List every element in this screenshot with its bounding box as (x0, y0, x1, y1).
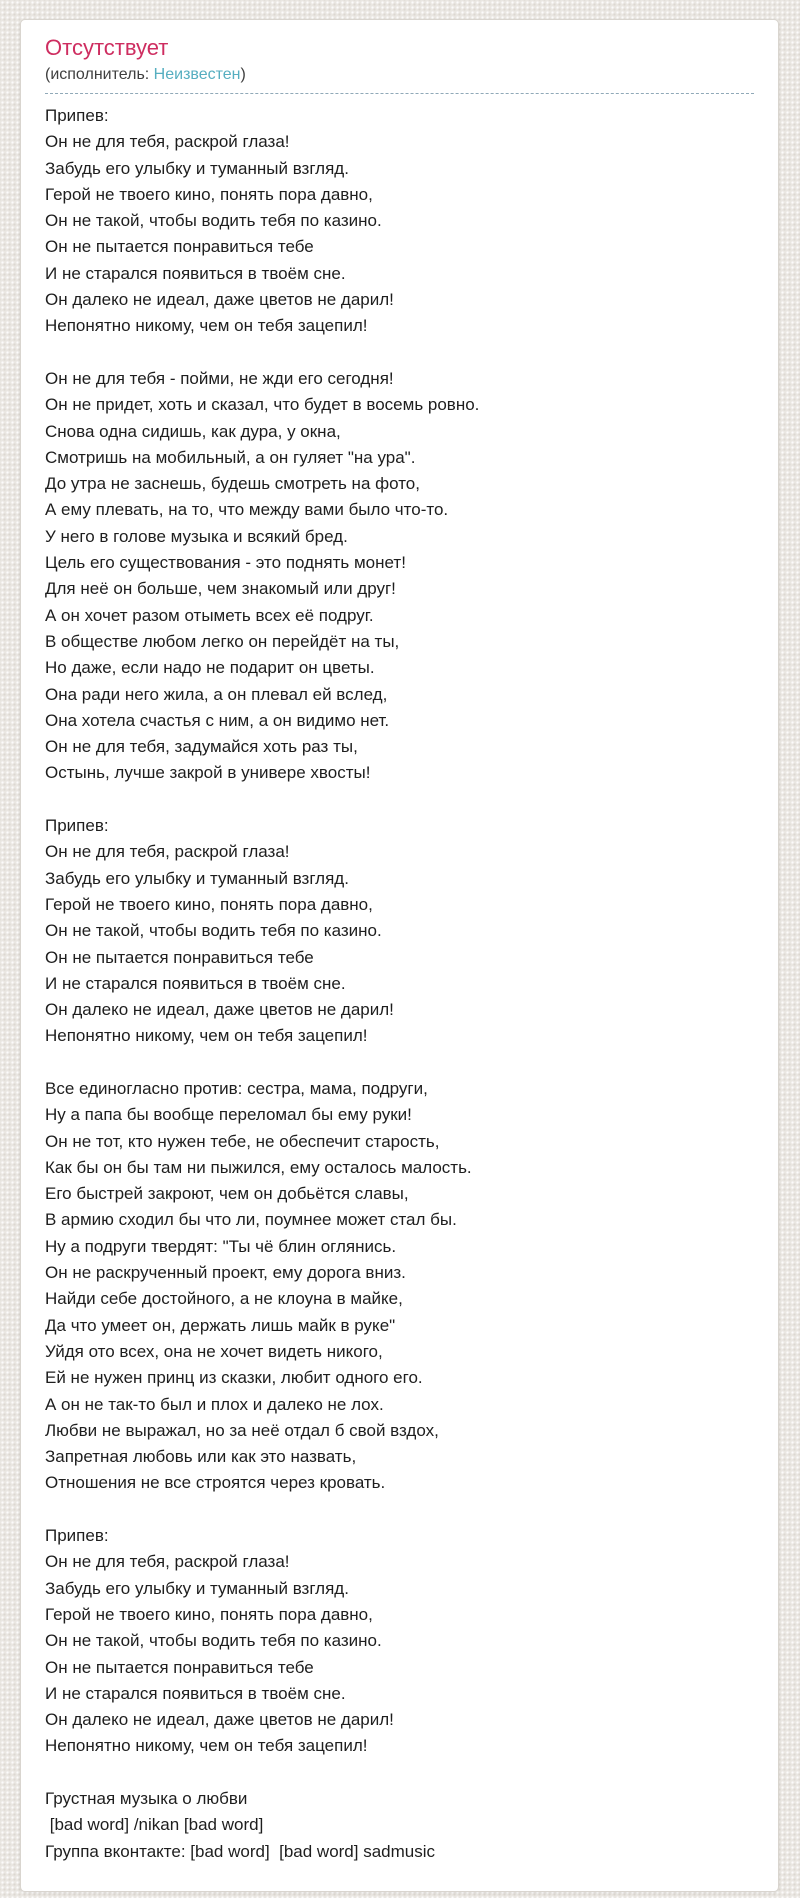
lyric-line: В армию сходил бы что ли, поумнее может стал бы. (45, 1210, 457, 1230)
lyric-line: Да что умеет он, держать лишь майк в руке" (45, 1315, 396, 1335)
lyric-line: Любви не выражал, но за неё отдал б свой вздох, (45, 1420, 439, 1440)
lyric-line: И не старался появиться в твоём сне. (45, 1683, 346, 1703)
lyrics-card (20, 19, 779, 1892)
lyric-line: И не старался появиться в твоём сне. (45, 263, 346, 283)
lyric-line: Он не для тебя, задумайся хоть раз ты, (45, 737, 358, 757)
lyric-line: Он не для тебя, раскрой глаза! (45, 132, 290, 152)
lyric-line: Он не такой, чтобы водить тебя по казино. (45, 921, 382, 941)
lyric-line: Он не пытается понравиться тебе (45, 237, 314, 257)
lyric-line: До утра не заснешь, будешь смотреть на фото, (45, 474, 420, 494)
lyrics-text (45, 103, 754, 1865)
lyric-line: Как бы он бы там ни пыжился, ему осталось малость. (45, 1157, 472, 1177)
page-title: Отсутствует (45, 35, 169, 60)
lyric-line: Забудь его улыбку и туманный взгляд. (45, 1578, 349, 1598)
artist-line (45, 62, 754, 94)
lyric-line: А ему плевать, на то, что между вами было что-то. (45, 500, 449, 520)
lyric-line (45, 1497, 754, 1523)
lyric-line: Припев: (45, 816, 109, 836)
lyric-line: Забудь его улыбку и туманный взгляд. (45, 158, 349, 178)
lyric-line: Припев: (45, 1526, 109, 1546)
lyric-line: Но даже, если надо не подарит он цветы. (45, 658, 375, 678)
lyric-line: Припев: (45, 106, 109, 125)
lyric-line: Его быстрей закроют, чем он добьётся славы, (45, 1184, 409, 1204)
lyric-line: Он далеко не идеал, даже цветов не дарил! (45, 1000, 394, 1020)
lyric-line: Непонятно никому, чем он тебя зацепил! (45, 1736, 368, 1756)
lyric-line: Он не пытается понравиться тебе (45, 1657, 314, 1677)
lyric-line: Герой не твоего кино, понять пора давно, (45, 894, 373, 914)
lyric-line (45, 1760, 754, 1786)
lyric-line: Снова одна сидишь, как дура, у окна, (45, 421, 341, 441)
lyric-line: А он хочет разом отыметь всех её подруг. (45, 605, 374, 625)
lyric-line: Он не для тебя, раскрой глаза! (45, 1552, 290, 1572)
lyric-line: Цель его существования - это поднять монет! (45, 553, 406, 573)
lyric-line: Он не тот, кто нужен тебе, не обеспечит старость, (45, 1131, 440, 1151)
lyric-line: Он не такой, чтобы водить тебя по казино. (45, 211, 382, 231)
lyric-line: И не старался появиться в твоём сне. (45, 973, 346, 993)
artist-line-suffix: ) (240, 66, 246, 83)
lyric-line: Герой не твоего кино, понять пора давно, (45, 184, 373, 204)
lyric-line: А он не так-то был и плох и далеко не лох. (45, 1394, 384, 1414)
lyric-line: Он не для тебя, раскрой глаза! (45, 842, 290, 862)
artist-label: (исполнитель: (45, 66, 150, 83)
lyric-line: У него в голове музыка и всякий бред. (45, 526, 348, 546)
lyric-line: Ну а папа бы вообще переломал бы ему руки! (45, 1105, 412, 1125)
lyric-line: Ну а подруги твердят: "Ты чё блин оглянись. (45, 1236, 397, 1256)
lyric-line: Он не такой, чтобы водить тебя по казино. (45, 1631, 382, 1651)
lyric-line: Непонятно никому, чем он тебя зацепил! (45, 316, 368, 336)
lyric-line (45, 787, 754, 813)
lyric-line: Грустная музыка о любви (45, 1789, 248, 1808)
lyric-line: Он далеко не идеал, даже цветов не дарил! (45, 1710, 394, 1730)
lyric-line: В обществе любом легко он перейдёт на ты, (45, 631, 400, 651)
lyric-line: Он не раскрученный проект, ему дорога вниз. (45, 1263, 406, 1283)
lyric-line: Все единогласно против: сестра, мама, подруги, (45, 1078, 428, 1098)
lyric-line: Непонятно никому, чем он тебя зацепил! (45, 1026, 368, 1046)
lyric-line: Он не придет, хоть и сказал, что будет в восемь ровно. (45, 395, 480, 415)
artist-link[interactable]: Неизвестен (153, 66, 241, 83)
lyric-line: Уйдя ото всех, она не хочет видеть никого, (45, 1341, 383, 1361)
lyric-line: Он далеко не идеал, даже цветов не дарил! (45, 290, 394, 310)
lyric-line (45, 340, 754, 366)
lyric-line: Группа вконтакте: [bad word] [bad word] sadmusic (45, 1841, 436, 1861)
lyric-line: Смотришь на мобильный, а он гуляет "на ура". (45, 447, 416, 467)
lyric-line: Ей не нужен принц из сказки, любит одного его. (45, 1368, 423, 1388)
lyric-line: Он не для тебя - пойми, не жди его сегодня! (45, 368, 394, 388)
lyric-line: Он не пытается понравиться тебе (45, 947, 314, 967)
lyric-line: Герой не твоего кино, понять пора давно, (45, 1604, 373, 1624)
lyric-line: [bad word] /nikan [bad word] (45, 1815, 264, 1835)
lyric-line: Остынь, лучше закрой в универе хвосты! (45, 763, 371, 783)
lyric-line: Она ради него жила, а он плевал ей вслед, (45, 684, 388, 704)
lyric-line: Отношения не все строятся через кровать. (45, 1473, 386, 1493)
lyric-line: Забудь его улыбку и туманный взгляд. (45, 868, 349, 888)
lyric-line: Запретная любовь или как это назвать, (45, 1447, 357, 1467)
lyric-line: Она хотела счастья с ним, а он видимо нет. (45, 710, 390, 730)
lyric-line (45, 1050, 754, 1076)
lyric-line: Найди себе достойного, а не клоуна в майке, (45, 1289, 403, 1309)
lyric-line: Для неё он больше, чем знакомый или друг! (45, 579, 396, 599)
